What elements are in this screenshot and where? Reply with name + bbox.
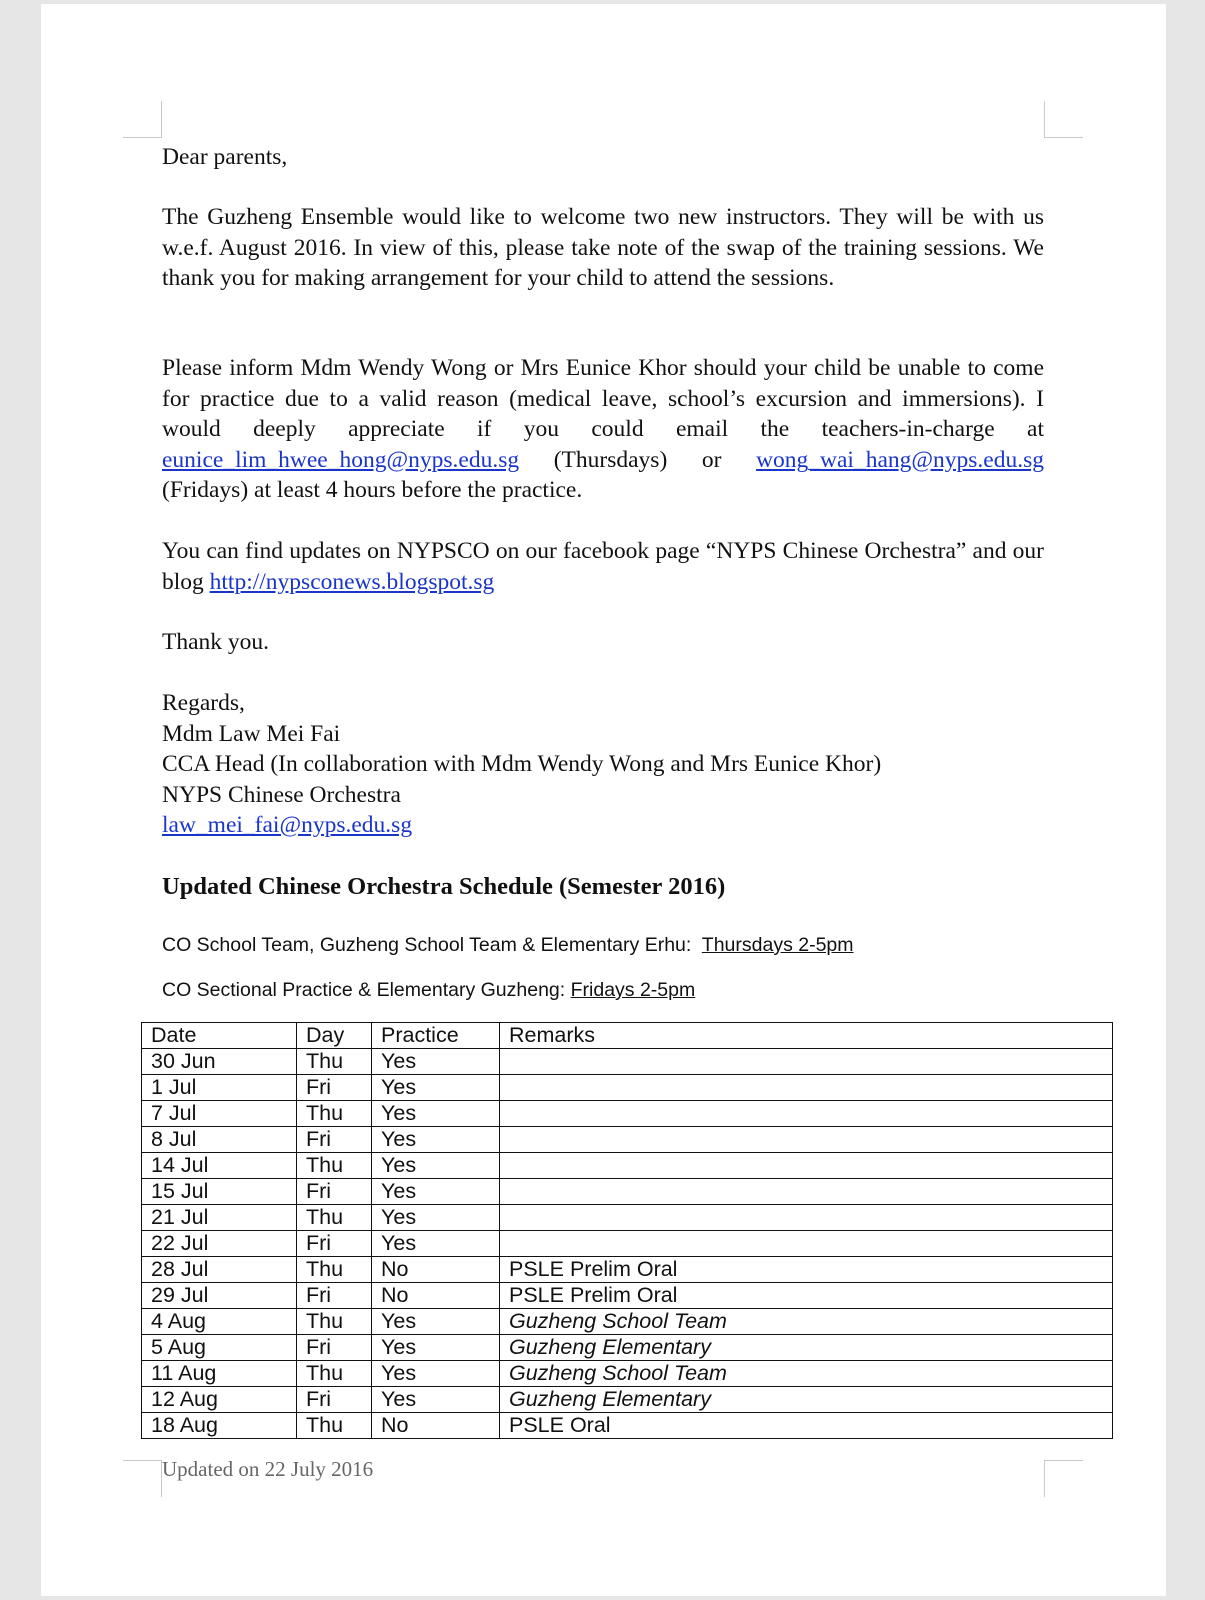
updated-note: Updated on 22 July 2016 (162, 1457, 374, 1481)
table-row (142, 1231, 1113, 1257)
cell-practice: Yes (372, 1075, 500, 1101)
cell-date: 8 Jul (142, 1127, 297, 1153)
table-row (142, 1075, 1113, 1101)
cell-remarks: Guzheng School Team (500, 1309, 1113, 1335)
cell-day: Thu (297, 1361, 372, 1387)
table-row (142, 1101, 1113, 1127)
cell-remarks: Guzheng Elementary (500, 1335, 1113, 1361)
header-practice: Practice (372, 1023, 500, 1049)
cell-date: 7 Jul (142, 1101, 297, 1127)
cell-remarks (500, 1179, 1113, 1205)
table-row (142, 1309, 1113, 1335)
cell-day: Fri (297, 1075, 372, 1101)
table-row (142, 1257, 1113, 1283)
greeting-text: Dear parents, (162, 144, 288, 170)
margin-mark-top-left (123, 101, 162, 138)
margin-mark-top-right (1044, 101, 1083, 138)
header-day: Day (297, 1023, 372, 1049)
table-row (142, 1387, 1113, 1413)
cell-practice: No (372, 1283, 500, 1309)
table-header-row (142, 1023, 1113, 1049)
cell-day: Thu (297, 1205, 372, 1231)
signer-role: CCA Head (In collaboration with Mdm Wendy Wong and Mrs Eunice Khor) (162, 751, 882, 777)
paragraph-intro (162, 202, 1044, 294)
cell-remarks (500, 1205, 1113, 1231)
cell-day: Thu (297, 1413, 372, 1439)
cell-practice: Yes (372, 1205, 500, 1231)
cell-remarks: PSLE Prelim Oral (500, 1283, 1113, 1309)
cell-date: 18 Aug (142, 1413, 297, 1439)
cell-remarks (500, 1075, 1113, 1101)
table-row (142, 1049, 1113, 1075)
cell-remarks (500, 1153, 1113, 1179)
table-row (142, 1335, 1113, 1361)
margin-mark-bottom-right (1044, 1460, 1083, 1497)
friday-time: Fridays 2-5pm (570, 979, 696, 1001)
cell-date: 5 Aug (142, 1335, 297, 1361)
signature-block (162, 688, 1044, 841)
cell-day: Fri (297, 1335, 372, 1361)
table-row (142, 1127, 1113, 1153)
email-link-thursday[interactable]: eunice_lim_hwee_hong@nyps.edu.sg (162, 446, 520, 473)
table-row (142, 1179, 1113, 1205)
cell-practice: Yes (372, 1179, 500, 1205)
cell-date: 15 Jul (142, 1179, 297, 1205)
signer-email-link[interactable]: law_mei_fai@nyps.edu.sg (162, 812, 413, 838)
paragraph-updates (162, 536, 1044, 597)
cell-remarks: PSLE Prelim Oral (500, 1257, 1113, 1283)
cell-remarks: Guzheng Elementary (500, 1387, 1113, 1413)
signer-email-line (162, 810, 1044, 841)
friday-groups: CO Sectional Practice & Elementary Guzheng: (162, 979, 566, 1001)
cell-date: 21 Jul (142, 1205, 297, 1231)
cell-remarks (500, 1101, 1113, 1127)
cell-practice: Yes (372, 1309, 500, 1335)
regards-text: Regards, (162, 690, 245, 716)
absence-text: Please inform Mdm Wendy Wong or Mrs Eunice Khor should your child be unable to come for practice due to a valid reason (medical leave, school’s excursion and immersions). I would deeply appreciate if you could email the teachers-in-charge at (162, 355, 1044, 442)
cell-date: 14 Jul (142, 1153, 297, 1179)
cell-date: 11 Aug (142, 1361, 297, 1387)
cell-day: Thu (297, 1049, 372, 1075)
cell-remarks: Guzheng School Team (500, 1361, 1113, 1387)
cell-day: Fri (297, 1231, 372, 1257)
greeting (162, 142, 1044, 173)
cell-date: 29 Jul (142, 1283, 297, 1309)
cell-day: Fri (297, 1387, 372, 1413)
paragraph-absence-text (162, 353, 1044, 506)
cell-remarks (500, 1049, 1113, 1075)
paragraph-intro-text: The Guzheng Ensemble would like to welcome two new instructors. They will be with us w.e.f. August 2016. In view of this, please take note of the swap of the training sessions. We thank you for making arrangement for your child to attend the sessions. (162, 204, 1044, 291)
cell-remarks: PSLE Oral (500, 1413, 1113, 1439)
schedule-table-body (142, 1049, 1113, 1439)
thursday-note: (Thursdays) or (553, 446, 722, 473)
table-row (142, 1205, 1113, 1231)
cell-day: Fri (297, 1283, 372, 1309)
cell-day: Fri (297, 1179, 372, 1205)
thursday-groups: CO School Team, Guzheng School Team & Elementary Erhu: (162, 934, 692, 956)
thanks-text: Thank you. (162, 629, 270, 655)
cell-day: Fri (297, 1127, 372, 1153)
paragraph-updates-text (162, 536, 1044, 597)
cell-day: Thu (297, 1257, 372, 1283)
cell-practice: Yes (372, 1101, 500, 1127)
table-row (142, 1283, 1113, 1309)
cell-practice: Yes (372, 1153, 500, 1179)
friday-note: (Fridays) at least 4 hours before the practice. (162, 477, 583, 503)
cell-practice: Yes (372, 1231, 500, 1257)
cell-date: 4 Aug (142, 1309, 297, 1335)
cell-practice: No (372, 1257, 500, 1283)
header-remarks: Remarks (500, 1023, 1113, 1049)
cell-date: 12 Aug (142, 1387, 297, 1413)
schedule-line-friday (162, 975, 1044, 1006)
cell-date: 1 Jul (142, 1075, 297, 1101)
cell-remarks (500, 1127, 1113, 1153)
table-row (142, 1153, 1113, 1179)
thanks (162, 627, 1044, 658)
updates-text: You can find updates on NYPSCO on our facebook page “NYPS Chinese Orchestra” and our blog (162, 538, 1044, 595)
cell-practice: Yes (372, 1335, 500, 1361)
table-row (142, 1361, 1113, 1387)
email-link-friday[interactable]: wong_wai_hang@nyps.edu.sg (756, 446, 1045, 473)
cell-day: Thu (297, 1309, 372, 1335)
thursday-time: Thursdays 2-5pm (701, 934, 854, 956)
blog-link[interactable]: http://nypsconews.blogspot.sg (209, 568, 495, 595)
header-date: Date (142, 1023, 297, 1049)
schedule-line-thursday (162, 930, 1044, 961)
schedule-table (141, 1022, 1113, 1439)
cell-date: 30 Jun (142, 1049, 297, 1075)
cell-day: Thu (297, 1153, 372, 1179)
paragraph-absence (162, 353, 1044, 506)
cell-date: 22 Jul (142, 1231, 297, 1257)
table-row (142, 1413, 1113, 1439)
cell-practice: Yes (372, 1361, 500, 1387)
signer-name: Mdm Law Mei Fai (162, 720, 341, 747)
cell-practice: Yes (372, 1127, 500, 1153)
signer-organisation: NYPS Chinese Orchestra (162, 781, 401, 808)
cell-practice: Yes (372, 1049, 500, 1075)
schedule-heading: Updated Chinese Orchestra Schedule (Semester 2016) (162, 873, 726, 900)
cell-practice: No (372, 1413, 500, 1439)
cell-day: Thu (297, 1101, 372, 1127)
cell-remarks (500, 1231, 1113, 1257)
cell-practice: Yes (372, 1387, 500, 1413)
margin-mark-bottom-left (123, 1460, 162, 1497)
cell-date: 28 Jul (142, 1257, 297, 1283)
